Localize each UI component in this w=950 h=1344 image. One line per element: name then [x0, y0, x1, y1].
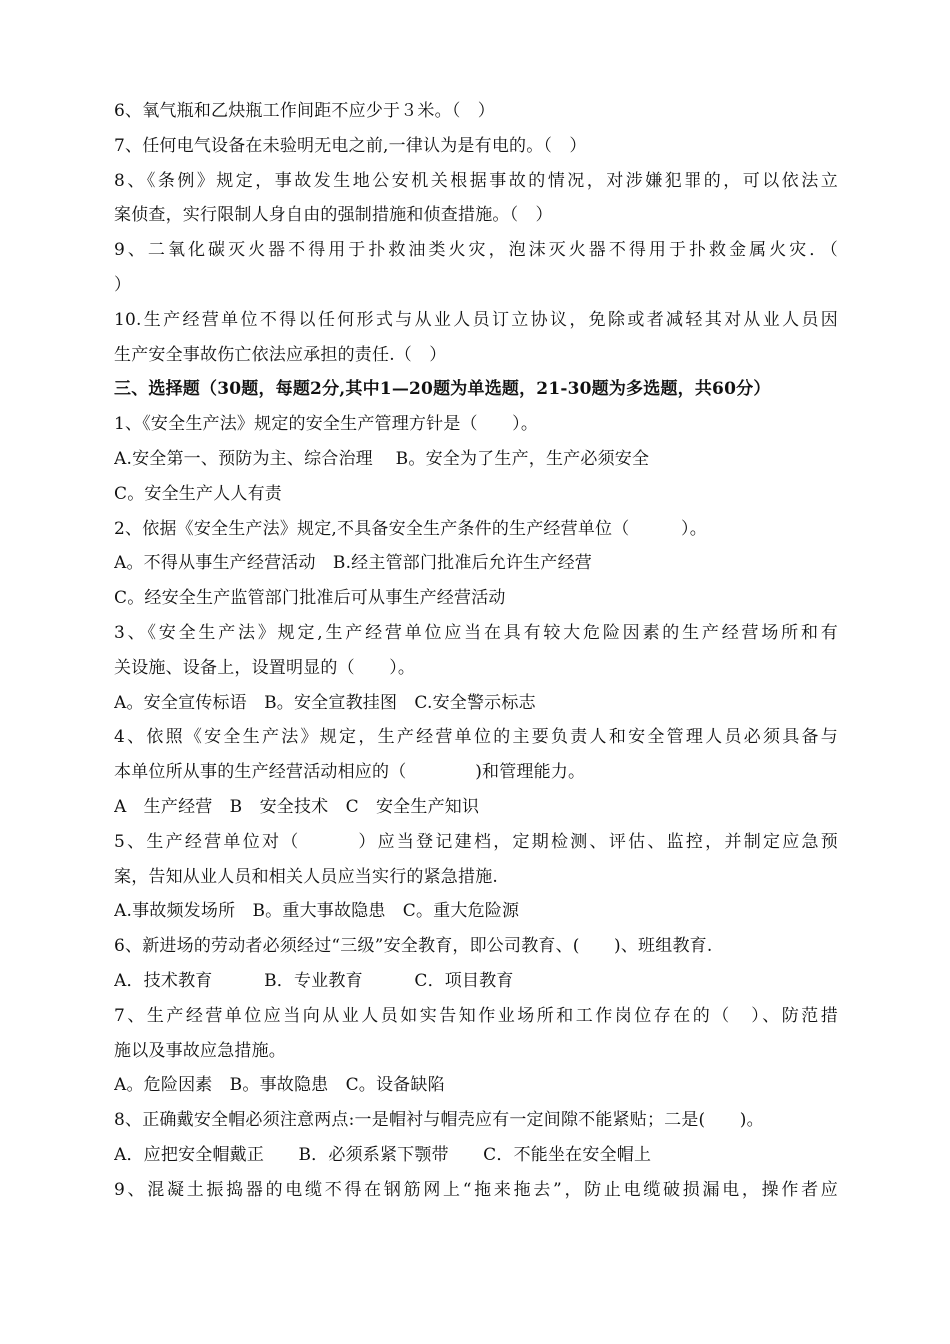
text-line: 本单位所从事的生产经营活动相应的（ )和管理能力。 — [114, 762, 586, 783]
text-line: A。不得从事生产经营活动 B.经主管部门批准后允许生产经营 — [114, 553, 592, 574]
text-line: 9、二氧化碳灭火器不得用于扑救油类火灾，泡沫灭火器不得用于扑救金属火灾．（ — [114, 240, 838, 261]
text-line: C。经安全生产监管部门批准后可从事生产经营活动 — [114, 588, 506, 609]
text-line: 8、正确戴安全帽必须注意两点:一是帽衬与帽壳应有一定间隙不能紧贴；二是( )。 — [114, 1110, 764, 1131]
text-line: A.事故频发场所 B。重大事故隐患 C。重大危险源 — [114, 901, 520, 922]
text-line: A 生产经营 B 安全技术 C 安全生产知识 — [114, 796, 480, 817]
text-line: 1、《安全生产法》规定的安全生产管理方针是（ ）。 — [114, 414, 539, 435]
text-line: 9、混凝土振捣器的电缆不得在钢筋网上“拖来拖去”，防止电缆破损漏电，操作者应 — [114, 1179, 838, 1200]
text-line: 施以及事故应急措施。 — [114, 1040, 286, 1061]
text-line: 7、任何电气设备在未验明无电之前,一律认为是有电的。（ ） — [114, 135, 587, 156]
text-line: 10.生产经营单位不得以任何形式与从业人员订立协议，免除或者减轻其对从业人员因 — [114, 309, 838, 330]
text-line: 7、生产经营单位应当向从业人员如实告知作业场所和工作岗位存在的（ ）、防范措 — [114, 1005, 838, 1026]
text-line: 3、《安全生产法》规定,生产经营单位应当在具有较大危险因素的生产经营场所和有 — [114, 622, 838, 643]
text-line: A．技术教育 B．专业教育 C．项目教育 — [114, 970, 514, 991]
text-line: 2、依据《安全生产法》规定,不具备安全生产条件的生产经营单位（ ）。 — [114, 518, 707, 539]
text-line: A．应把安全帽戴正 B．必须系紧下颚带 C．不能坐在安全帽上 — [114, 1144, 652, 1165]
text-line: A。危险因素 B。事故隐患 C。设备缺陷 — [114, 1075, 445, 1096]
document-body — [114, 94, 838, 1208]
text-line: 6、新进场的劳动者必须经过“三级”安全教育，即公司教育、( )、班组教育. — [114, 936, 713, 957]
text-line: 5、生产经营单位对（ ）应当登记建档，定期检测、评估、监控，并制定应急预 — [114, 831, 838, 852]
text-line: 生产安全事故伤亡依法应承担的责任.（ ） — [114, 344, 447, 365]
text-line: 8、《条例》规定，事故发生地公安机关根据事故的情况，对涉嫌犯罪的，可以依法立 — [114, 170, 838, 191]
text-line: A.安全第一、预防为主、综合治理 B。安全为了生产，生产必须安全 — [114, 448, 650, 469]
section-heading: 三、选择题（30题，每题2分,其中1—20题为单选题，21-30题为多选题，共60分） — [114, 379, 771, 400]
text-line: 4、依照《安全生产法》规定，生产经营单位的主要负责人和安全管理人员必须具备与 — [114, 727, 838, 748]
text-line: C。安全生产人人有责 — [114, 483, 283, 504]
text-line: 关设施、设备上，设置明显的（ ）。 — [114, 657, 416, 678]
text-line: 案，告知从业人员和相关人员应当实行的紧急措施. — [114, 866, 499, 887]
text-line: ） — [114, 274, 132, 295]
text-line: 案侦查，实行限制人身自由的强制措施和侦查措施。（ ） — [114, 205, 553, 226]
text-line: 6、氧气瓶和乙炔瓶工作间距不应少于３米。（ ） — [114, 101, 495, 121]
text-line: A。安全宣传标语 B。安全宣教挂图 C.安全警示标志 — [114, 692, 536, 713]
